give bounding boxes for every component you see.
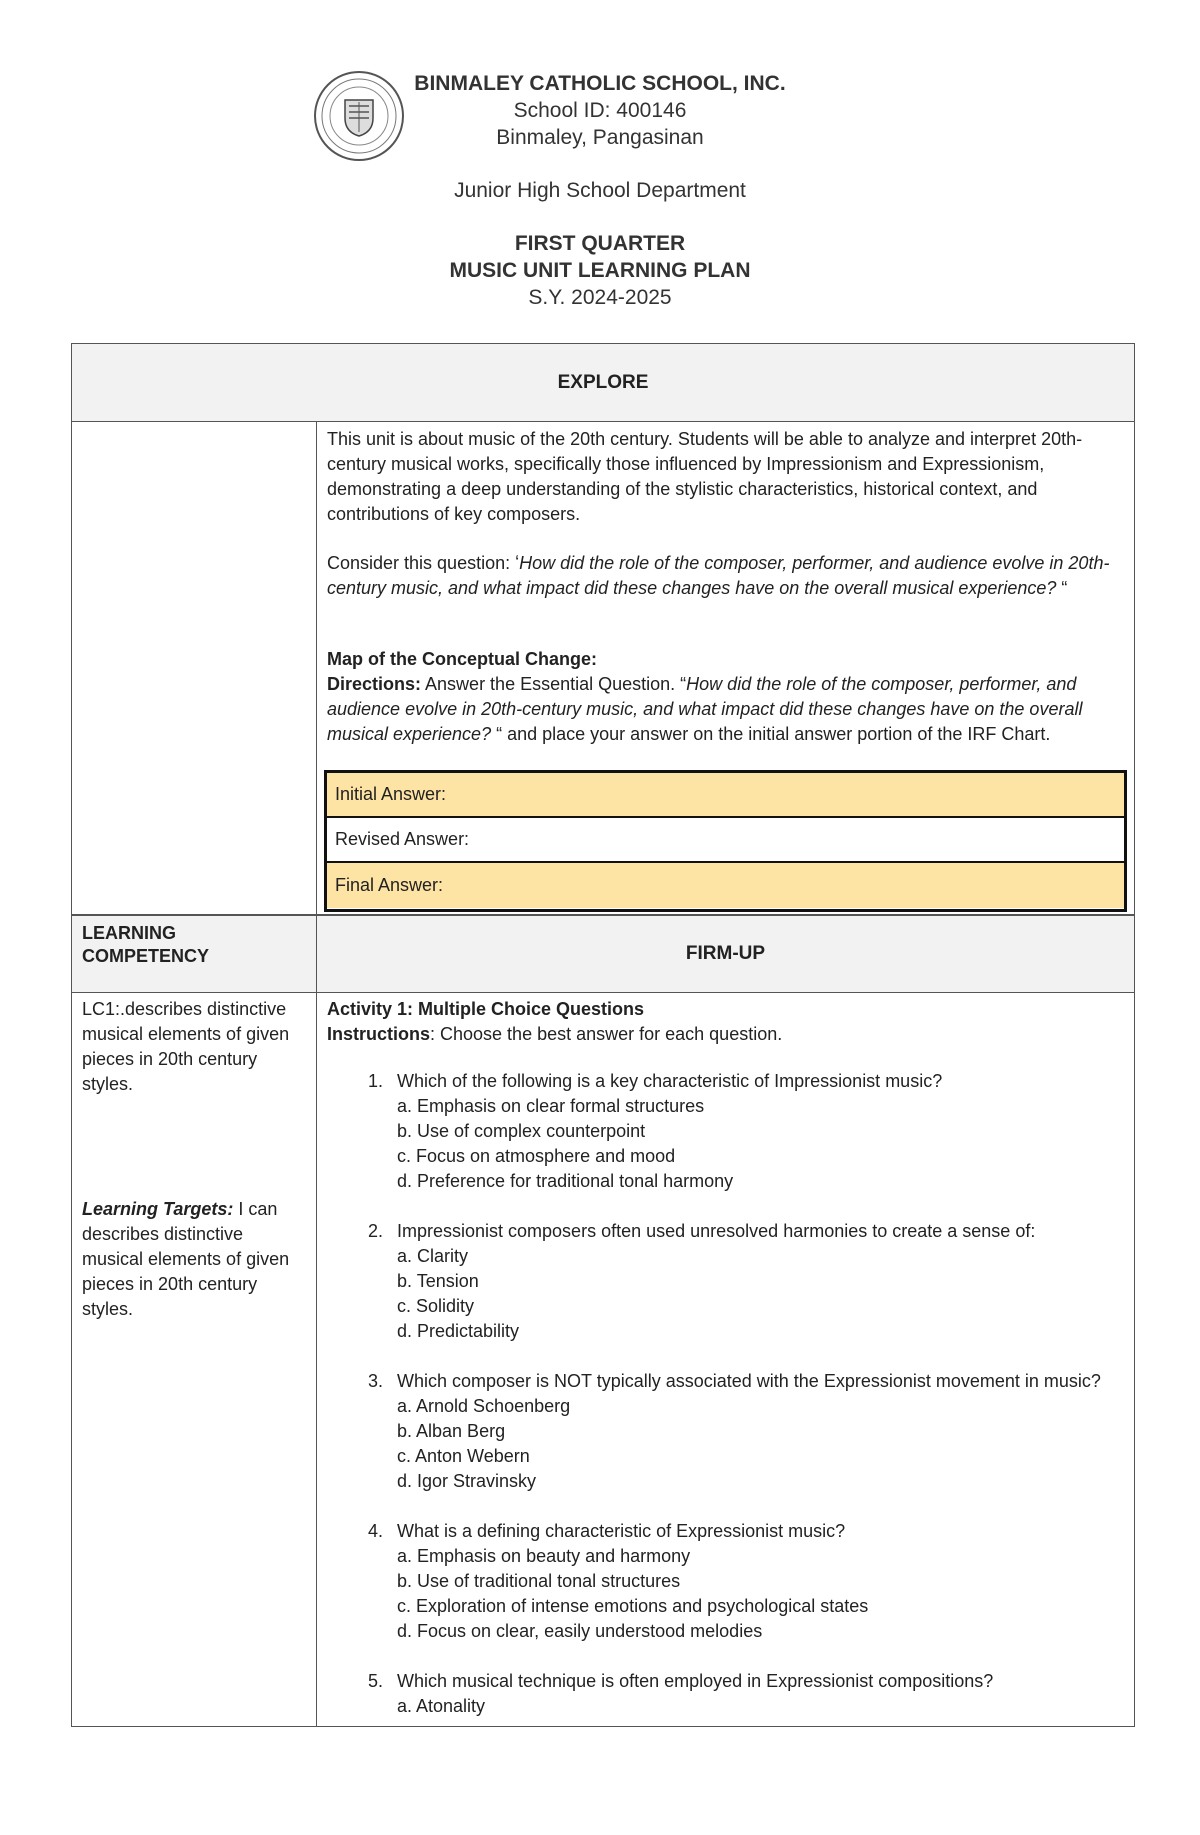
question-number: 5.	[367, 1671, 383, 1691]
plan-title: MUSIC UNIT LEARNING PLAN	[449, 259, 751, 282]
question-body	[397, 1069, 1124, 1194]
explore-heading: EXPLORE	[71, 343, 1135, 422]
learning-competency-content	[71, 992, 317, 1727]
irf-chart	[324, 770, 1127, 912]
school-location: Binmaley, Pangasinan	[496, 126, 704, 149]
answer-option[interactable]: c. Solidity	[397, 1296, 475, 1316]
quarter-title: FIRST QUARTER	[514, 232, 686, 255]
question-body	[397, 1519, 1124, 1644]
school-year: S.Y. 2024-2025	[528, 286, 672, 309]
question-number: 4.	[367, 1521, 383, 1541]
answer-option[interactable]: a. Emphasis on clear formal structures	[397, 1096, 705, 1116]
activity-instructions: Instructions: Choose the best answer for each question.	[327, 1024, 783, 1044]
learning-competency-heading: LEARNING COMPETENCY	[71, 915, 317, 993]
consider-question: Consider this question: ʻHow did the role of the composer, performer, and audience evolve in 20th-century music, and what impact did these changes have on the overall musical experience? “	[327, 553, 1110, 598]
answer-option[interactable]: c. Focus on atmosphere and mood	[397, 1146, 676, 1166]
document-header	[0, 70, 1200, 311]
answer-option[interactable]: a. Atonality	[397, 1696, 486, 1716]
answer-option[interactable]: b. Use of traditional tonal structures	[397, 1571, 681, 1591]
map-title: Map of the Conceptual Change:	[327, 649, 597, 669]
answer-option[interactable]: c. Anton Webern	[397, 1446, 530, 1466]
question-body	[397, 1669, 1124, 1719]
directions: Directions: Answer the Essential Question. “How did the role of the composer, performer, and audience evolve in 20th-century music, and what impact did these changes have on the overall musical experience? “ and place your answer on the initial answer portion of the IRF Chart.	[327, 674, 1083, 744]
answer-option[interactable]: a. Emphasis on beauty and harmony	[397, 1546, 691, 1566]
question-text: Which composer is NOT typically associated with the Expressionist movement in music?	[397, 1371, 1101, 1391]
question-item	[327, 1069, 1124, 1194]
question-item	[327, 1519, 1124, 1644]
question-item	[327, 1219, 1124, 1344]
school-id: School ID: 400146	[513, 99, 687, 122]
answer-option[interactable]: c. Exploration of intense emotions and psychological states	[397, 1596, 869, 1616]
question-item	[327, 1669, 1124, 1719]
answer-option[interactable]: d. Preference for traditional tonal harmony	[397, 1171, 734, 1191]
question-number: 1.	[367, 1071, 383, 1091]
answer-option[interactable]: b. Alban Berg	[397, 1421, 506, 1441]
revised-answer-field[interactable]: Revised Answer:	[327, 818, 1124, 863]
question-text: Impressionist composers often used unresolved harmonies to create a sense of:	[397, 1221, 1036, 1241]
firm-up-heading: FIRM-UP	[316, 915, 1135, 993]
question-list	[327, 1069, 1124, 1719]
answer-option[interactable]: d. Predictability	[397, 1321, 520, 1341]
lc1-text: LC1:.describes distinctive musical elements of given pieces in 20th century styles.	[82, 999, 290, 1094]
learning-targets: Learning Targets: I can describes distinctive musical elements of given pieces in 20th century styles.	[82, 1199, 290, 1319]
final-answer-field[interactable]: Final Answer:	[327, 863, 1124, 908]
question-body	[397, 1369, 1124, 1494]
answer-option[interactable]: b. Use of complex counterpoint	[397, 1121, 646, 1141]
question-number: 3.	[367, 1371, 383, 1391]
firm-up-content	[316, 992, 1135, 1727]
answer-option[interactable]: d. Igor Stravinsky	[397, 1471, 537, 1491]
question-text: Which of the following is a key characteristic of Impressionist music?	[397, 1071, 943, 1091]
activity-title: Activity 1: Multiple Choice Questions	[327, 999, 645, 1019]
question-body	[397, 1219, 1124, 1344]
answer-option[interactable]: a. Arnold Schoenberg	[397, 1396, 571, 1416]
explore-left-cell	[71, 421, 317, 915]
department: Junior High School Department	[454, 179, 746, 202]
school-name: BINMALEY CATHOLIC SCHOOL, INC.	[414, 72, 786, 95]
question-item	[327, 1369, 1124, 1494]
question-text: What is a defining characteristic of Expressionist music?	[397, 1521, 846, 1541]
answer-option[interactable]: d. Focus on clear, easily understood melodies	[397, 1621, 763, 1641]
learning-plan-table	[71, 343, 1135, 1727]
question-text: Which musical technique is often employed in Expressionist compositions?	[397, 1671, 994, 1691]
question-number: 2.	[367, 1221, 383, 1241]
initial-answer-field[interactable]: Initial Answer:	[327, 773, 1124, 818]
answer-option[interactable]: b. Tension	[397, 1271, 479, 1291]
answer-option[interactable]: a. Clarity	[397, 1246, 469, 1266]
unit-intro: This unit is about music of the 20th century. Students will be able to analyze and interpret 20th-century musical works, specifically those influenced by Impressionism and Expressionism, demonstrating a deep understanding of the stylistic characteristics, historical context, and contributions of key composers.	[327, 429, 1083, 524]
